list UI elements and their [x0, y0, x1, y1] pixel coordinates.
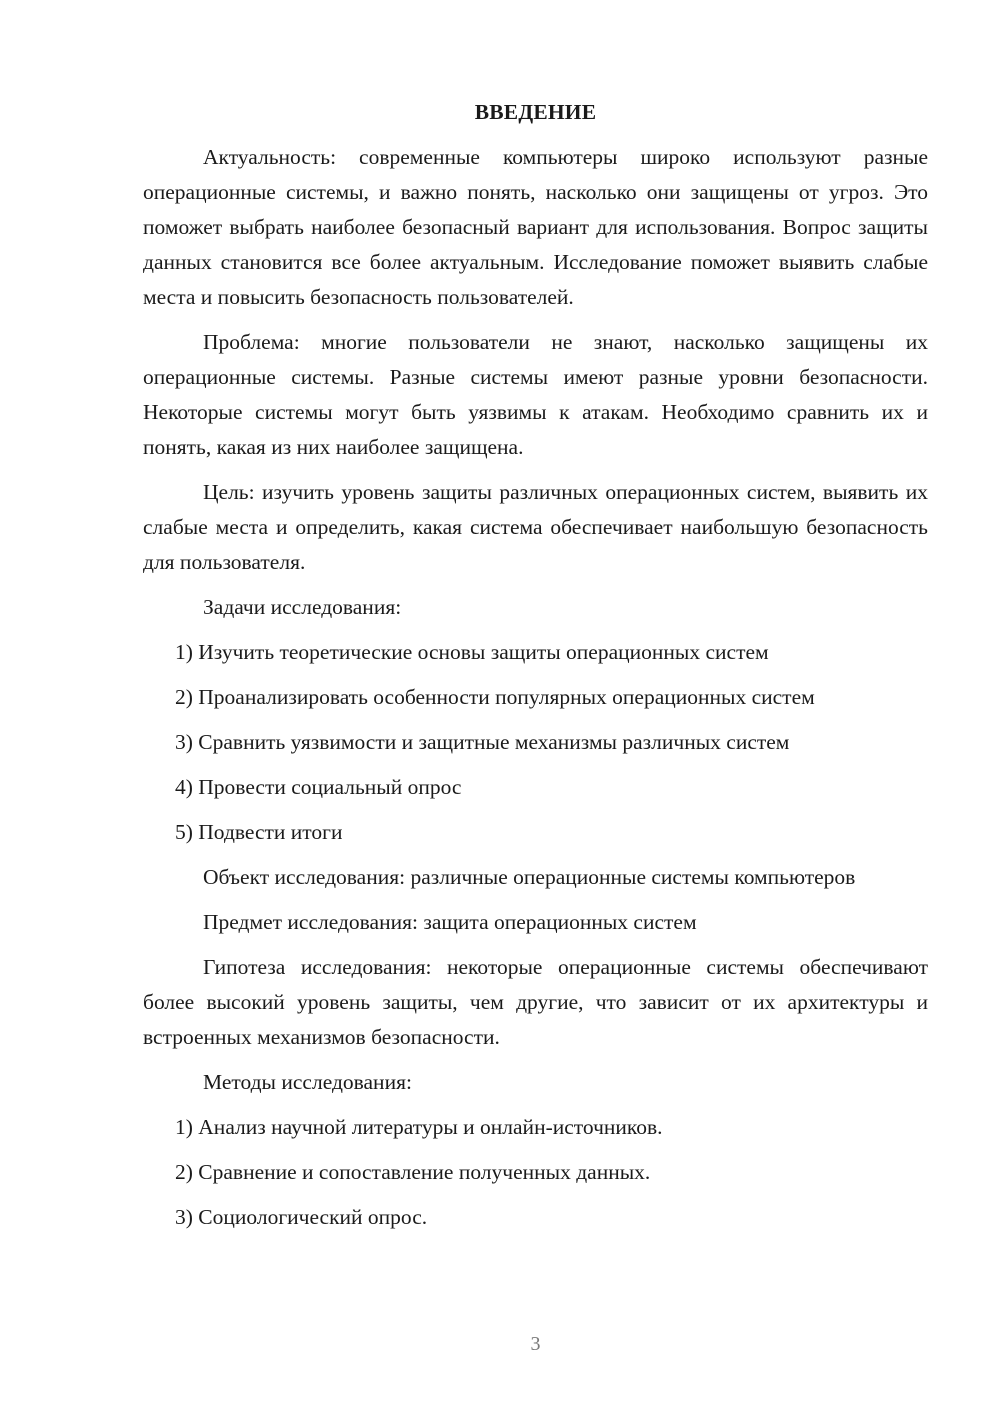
hypothesis-paragraph: Гипотеза исследования: некоторые операционные системы обеспечивают более высокий уровень защиты, чем другие, что зависит от их архитектуры и встроенных механизмов безопасности. [143, 955, 928, 1049]
object-paragraph: Объект исследования: различные операционные системы компьютеров [203, 865, 856, 889]
list-item: 3) Социологический опрос. [175, 1205, 428, 1229]
list-item: 4) Провести социальный опрос [175, 775, 462, 799]
page-title: ВВЕДЕНИЕ [474, 100, 597, 124]
tasks-heading: Задачи исследования: [203, 595, 402, 619]
list-item: 3) Сравнить уязвимости и защитные механизмы различных систем [175, 730, 790, 754]
list-item: 5) Подвести итоги [175, 820, 343, 844]
methods-list [143, 1110, 928, 1235]
methods-heading: Методы исследования: [203, 1070, 412, 1094]
list-item: 2) Проанализировать особенности популярных операционных систем [175, 685, 815, 709]
list-item: 1) Изучить теоретические основы защиты операционных систем [175, 640, 769, 664]
relevance-paragraph: Актуальность: современные компьютеры широко используют разные операционные системы, и важно понять, насколько они защищены от угроз. Это поможет выбрать наиболее безопасный вариант для использования. Вопрос защиты данных становится все более актуальным. Исследование поможет выявить слабые места и повысить безопасность пользователей. [143, 145, 928, 309]
problem-paragraph: Проблема: многие пользователи не знают, насколько защищены их операционные системы. Разные системы имеют разные уровни безопасности. Некоторые системы могут быть уязвимы к атакам. Необходимо сравнить их и понять, какая из них наиболее защищена. [143, 330, 928, 459]
document-page [143, 95, 928, 1245]
tasks-list [143, 635, 928, 850]
list-item: 2) Сравнение и сопоставление полученных данных. [175, 1160, 651, 1184]
list-item: 1) Анализ научной литературы и онлайн-источников. [175, 1115, 663, 1139]
goal-paragraph: Цель: изучить уровень защиты различных операционных систем, выявить их слабые места и определить, какая система обеспечивает наибольшую безопасность для пользователя. [143, 480, 928, 574]
page-number: 3 [530, 1333, 541, 1355]
subject-paragraph: Предмет исследования: защита операционных систем [203, 910, 697, 934]
